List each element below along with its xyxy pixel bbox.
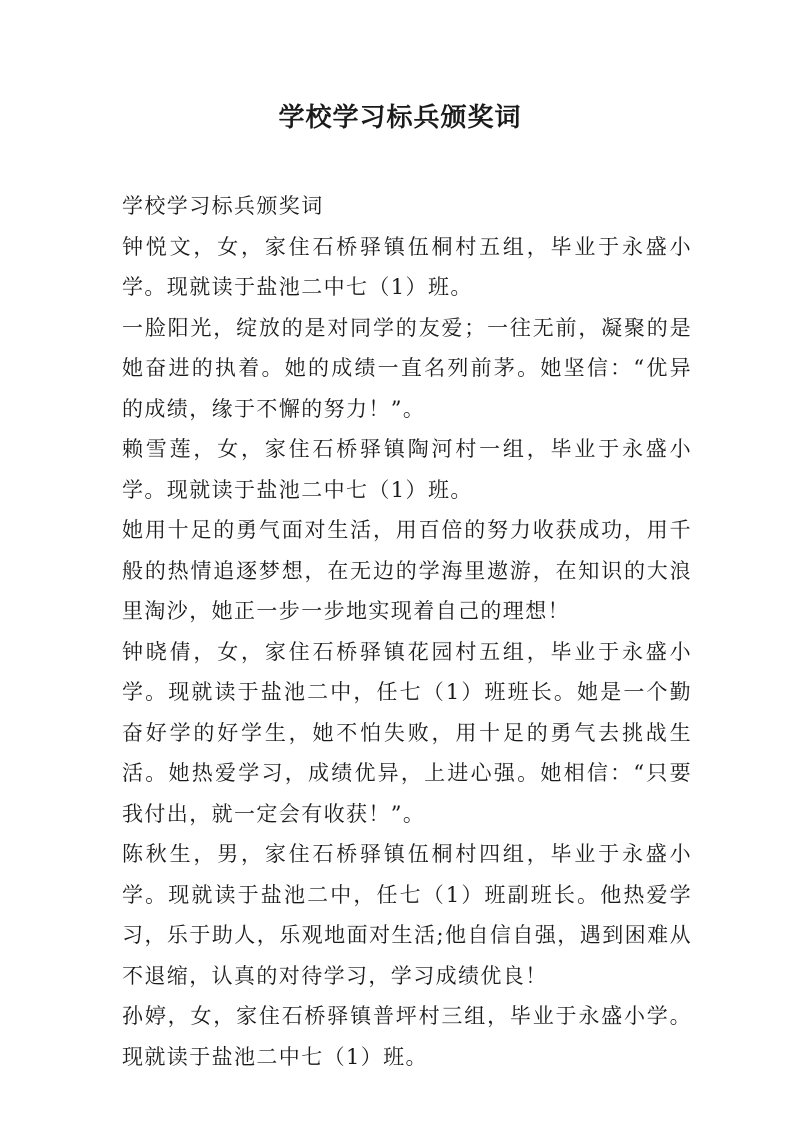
paragraph: 孙婷，女，家住石桥驿镇普坪村三组，毕业于永盛小学。现就读于盐池二中七（1）班。: [122, 1004, 692, 1069]
document-body: [122, 186, 692, 1077]
document-title: 学校学习标兵颁奖词: [278, 103, 522, 133]
paragraph: 她用十足的勇气面对生活，用百倍的努力收获成功，用千般的热情追逐梦想，在无边的学海里遨游，在知识的大浪里淘沙，她正一步一步地实现着自己的理想！: [122, 518, 692, 623]
paragraph: 陈秋生，男，家住石桥驿镇伍桐村四组，毕业于永盛小学。现就读于盐池二中，任七（1）班副班长。他热爱学习，乐于助人，乐观地面对生活;他自信自强，遇到困难从不退缩，认真的对待学习，学习成绩优良！: [122, 842, 692, 988]
paragraph-subtitle: 学校学习标兵颁奖词: [122, 194, 324, 218]
paragraph: 钟晓倩，女，家住石桥驿镇花园村五组，毕业于永盛小学。现就读于盐池二中，任七（1）班班长。她是一个勤奋好学的好学生，她不怕失败，用十足的勇气去挑战生活。她热爱学习，成绩优异，上进心强。她相信：“只要我付出，就一定会有收获！”。: [122, 639, 692, 826]
paragraph: 赖雪莲，女，家住石桥驿镇陶河村一组，毕业于永盛小学。现就读于盐池二中七（1）班。: [122, 437, 692, 502]
paragraph: 一脸阳光，绽放的是对同学的友爱；一往无前，凝聚的是她奋进的执着。她的成绩一直名列前茅。她坚信：“优异的成绩，缘于不懈的努力！”。: [122, 315, 692, 421]
paragraph: 钟悦文，女，家住石桥驿镇伍桐村五组，毕业于永盛小学。现就读于盐池二中七（1）班。: [122, 234, 692, 299]
